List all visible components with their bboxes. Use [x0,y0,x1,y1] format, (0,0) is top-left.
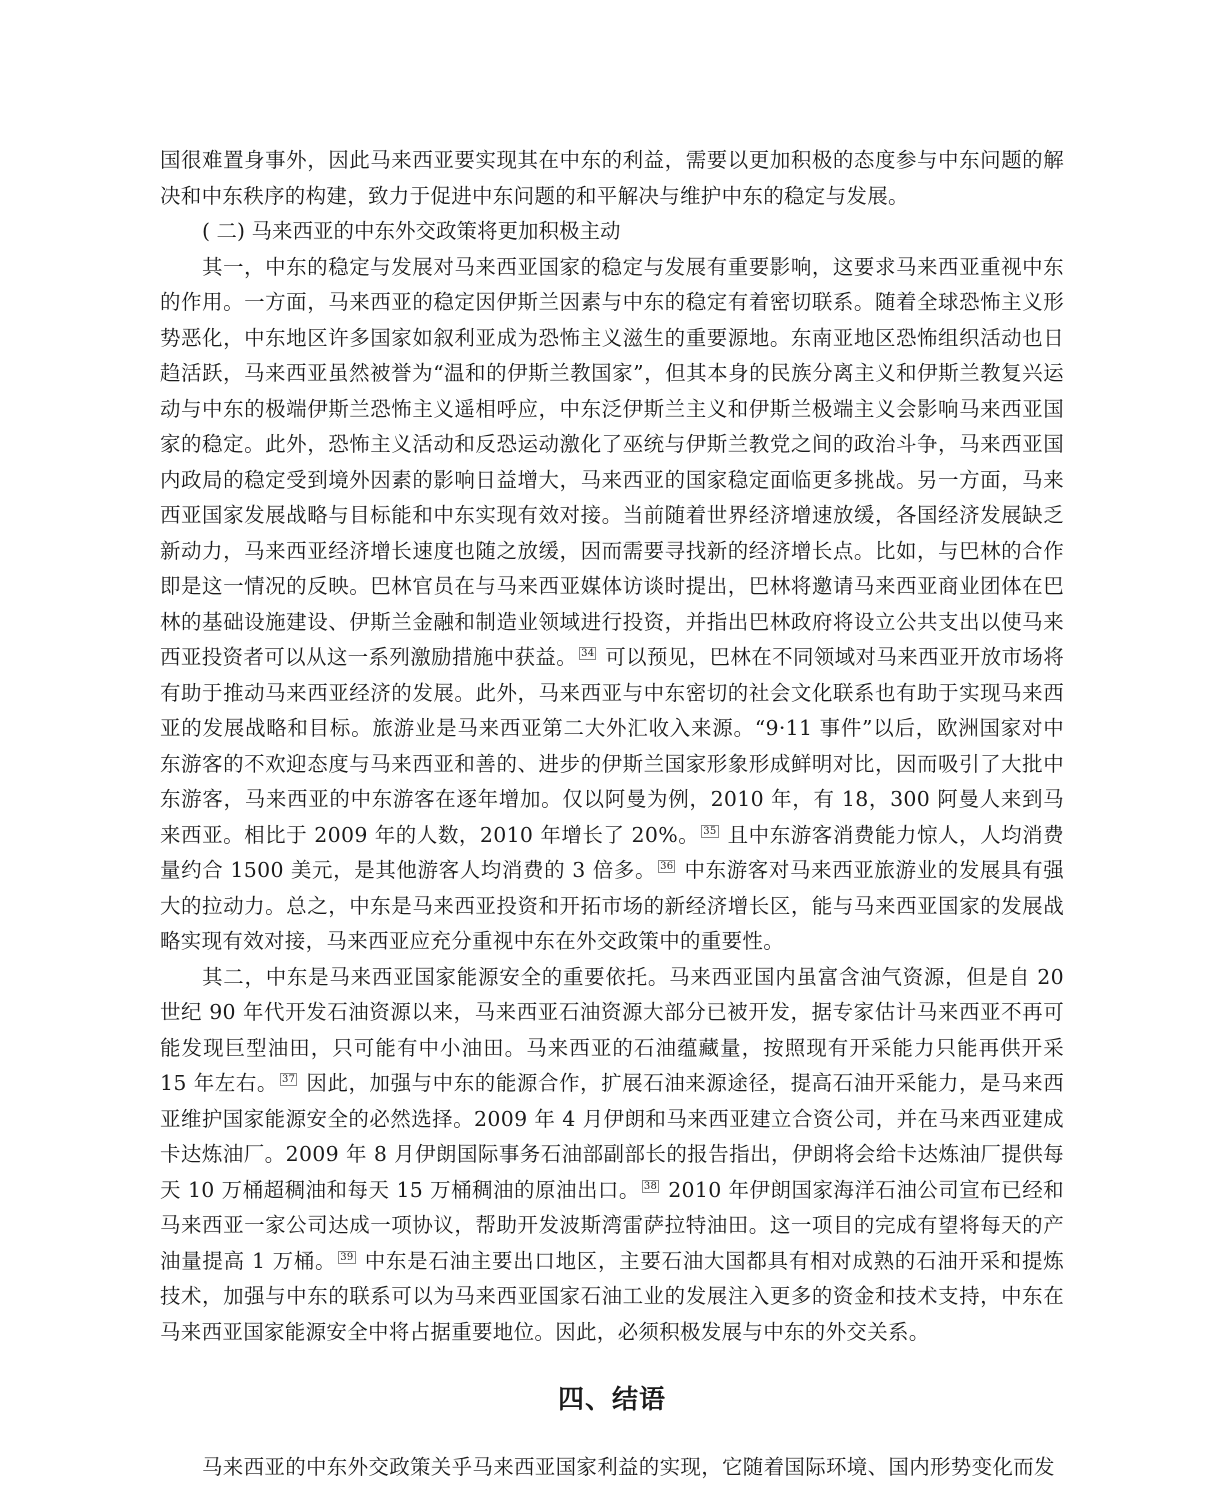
paragraph-conclusion: 马来西亚的中东外交政策关乎马来西亚国家利益的实现，它随着国际环境、国内形势变化而发 [202,1455,1055,1479]
paragraph-text: 因此，加强与中东的能源合作，扩展石油来源途径，提高石油开采能力，是马来西亚维护国家能源安全的必然选择。2009 年 4 月伊朗和马来西亚建立合资公司，并在马来西亚建成卡达炼油厂。2009 年 8 月伊朗国际事务石油部副部长的报告指出，伊朗将会给卡达炼油厂提供每天 10 万桶超稠油和每天 15 万桶稠油的原油出口。 [160,1071,1064,1202]
paragraph-text: 中东是石油主要出口地区，主要石油大国都具有相对成熟的石油开采和提炼技术，加强与中东的联系可以为马来西亚国家石油工业的发展注入更多的资金和技术支持，中东在马来西亚国家能源安全中将占据重要地位。因此，必须积极发展与中东的外交关系。 [160,1248,1065,1344]
paragraph-text: 可以预见，巴林在不同领域对马来西亚开放市场将有助于推动马来西亚经济的发展。此外，马来西亚与中东密切的社会文化联系也有助于实现马来西亚的发展战略和目标。旅游业是马来西亚第二大外汇收入来源。“9·11 事件”以后，欧洲国家对中东游客的不欢迎态度与马来西亚和善的、进步的伊斯兰国家形象形成鲜明对比，因而吸引了大批中东游客，马来西亚的中东游客在逐年增加。仅以阿曼为例，2010 年，有 18，300 阿曼人来到马来西亚。相比于 2009 年的人数，2010 年增长了 20%。 [160,645,1064,847]
document-page [160,143,1064,1486]
citation-marker: 36 [660,861,674,873]
paragraph-second-point [160,960,1064,1351]
citation-marker: 35 [703,825,717,837]
subsection-heading: ( 二) 马来西亚的中东外交政策将更加积极主动 [202,219,621,243]
paragraph-text: 且中东游客消费能力惊人，人均消费量约合 1500 美元，是其他游客人均消费的 3 倍多。 [160,822,1064,882]
paragraph-text: 2010 年伊朗国家海洋石油公司宣布已经和马来西亚一家公司达成一项协议，帮助开发波斯湾雷萨拉特油田。这一项目的完成有望将每天的产油量提高 1 万桶。 [160,1177,1064,1273]
paragraph-continuation: 国很难置身事外，因此马来西亚要实现其在中东的利益，需要以更加积极的态度参与中东问题的解决和中东秩序的构建，致力于促进中东问题的和平解决与维护中东的稳定与发展。 [160,148,1064,208]
citation-marker: 34 [581,648,595,660]
paragraph-text: 中东游客对马来西亚旅游业的发展具有强大的拉动力。总之，中东是马来西亚投资和开拓市场的新经济增长区，能与马来西亚国家的发展战略实现有效对接，马来西亚应充分重视中东在外交政策中的重要性。 [160,858,1064,953]
citation-marker: 37 [281,1074,296,1086]
paragraph-first-point [160,250,1064,960]
citation-marker: 39 [340,1251,354,1263]
section-title: 四、结语 [557,1385,666,1415]
citation-marker: 38 [643,1180,658,1192]
paragraph-text: 其一，中东的稳定与发展对马来西亚国家的稳定与发展有重要影响，这要求马来西亚重视中东的作用。一方面，马来西亚的稳定因伊斯兰因素与中东的稳定有着密切联系。随着全球恐怖主义形势恶化，中东地区许多国家如叙利亚成为恐怖主义滋生的重要源地。东南亚地区恐怖组织活动也日趋活跃，马来西亚虽然被誉为“温和的伊斯兰教国家”，但其本身的民族分离主义和伊斯兰教复兴运动与中东的极端伊斯兰恐怖主义遥相呼应，中东泛伊斯兰主义和伊斯兰极端主义会影响马来西亚国家的稳定。此外，恐怖主义活动和反恐运动激化了巫统与伊斯兰教党之间的政治斗争，马来西亚国内政局的稳定受到境外因素的影响日益增大，马来西亚的国家稳定面临更多挑战。另一方面，马来西亚国家发展战略与目标能和中东实现有效对接。当前随着世界经济增速放缓，各国经济发展缺乏新动力，马来西亚经济增长速度也随之放缓，因而需要寻找新的经济增长点。比如，与巴林的合作即是这一情况的反映。巴林官员在与马来西亚媒体访谈时提出，巴林将邀请马来西亚商业团体在巴林的基础设施建设、伊斯兰金融和制造业领域进行投资，并指出巴林政府将设立公共支出以使马来西亚投资者可以从这一系列激励措施中获益。 [160,254,1064,669]
paragraph-text: 其二，中东是马来西亚国家能源安全的重要依托。马来西亚国内虽富含油气资源，但是自 20 世纪 90 年代开发石油资源以来，马来西亚石油资源大部分已被开发，据专家估计马来西亚不再可能发现巨型油田，只可能有中小油田。马来西亚的石油蕴藏量，按照现有开采能力只能再供开采 15 年左右。 [160,964,1064,1095]
